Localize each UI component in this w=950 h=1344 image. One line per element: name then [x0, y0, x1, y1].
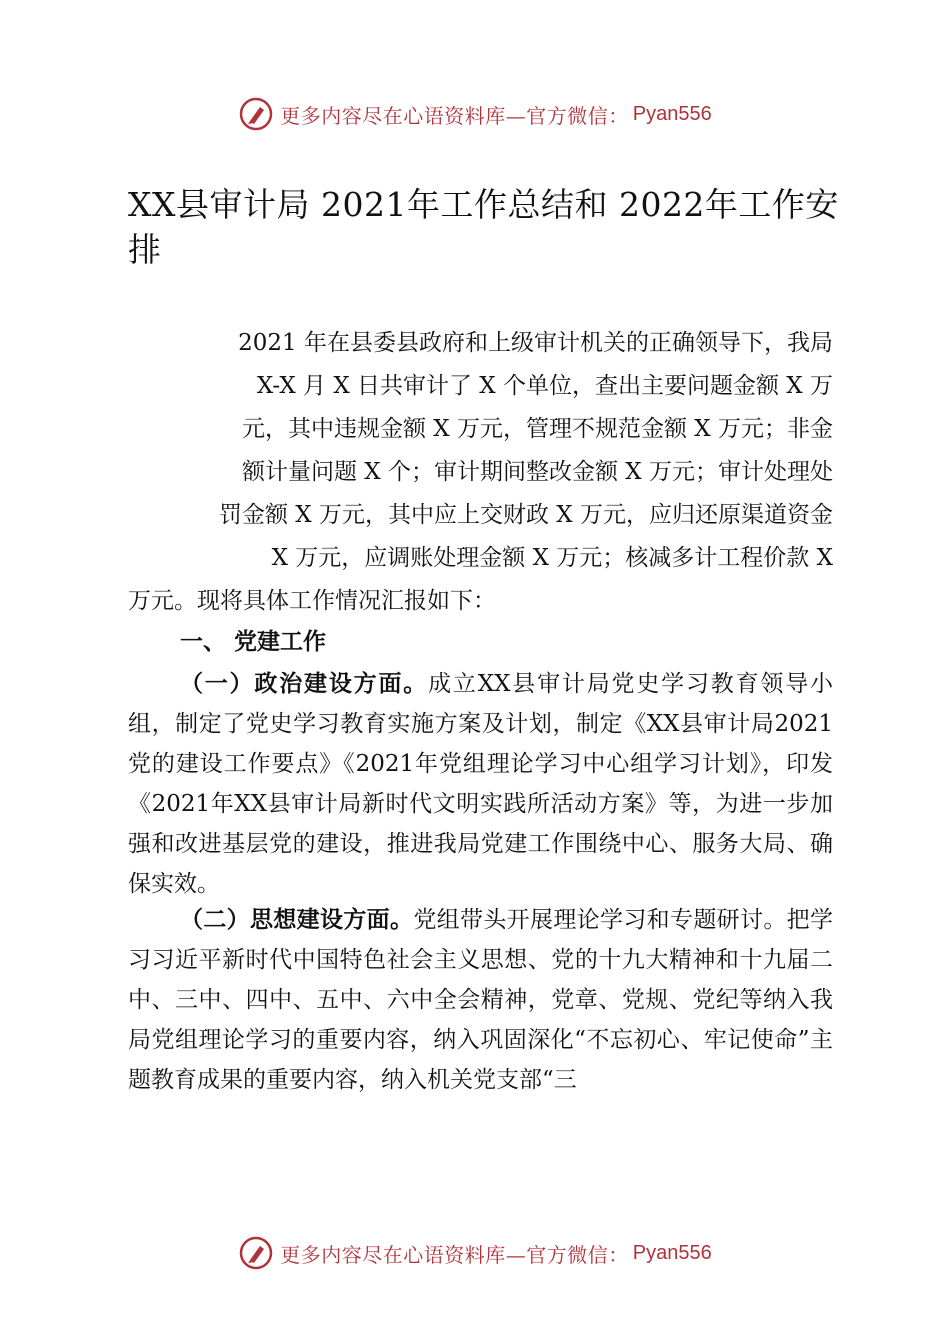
- paragraph-lead: （二）思想建设方面。: [180, 906, 414, 933]
- banner-wechat-id: Pyan556: [632, 102, 712, 125]
- intro-line: 2021 年在县委县政府和上级审计机关的正确领导下，我局: [238, 330, 833, 356]
- banner-wechat-id: Pyan556: [632, 1241, 712, 1264]
- intro-line: 额计量问题 X 个；审计期间整改金额 X 万元；审计处理处: [242, 459, 833, 485]
- intro-paragraph: [128, 322, 833, 623]
- intro-line: 罚金额 X 万元，其中应上交财政 X 万元，应归还原渠道资金: [219, 502, 833, 528]
- intro-line: 元，其中违规金额 X 万元，管理不规范金额 X 万元；非金: [242, 416, 833, 442]
- paragraph-ideological-construction: [128, 900, 833, 1100]
- footer-watermark-banner: [0, 1233, 950, 1273]
- pen-nib-seal-icon: [238, 96, 274, 132]
- banner-text: 更多内容尽在心语资料库—官方微信：: [280, 103, 629, 128]
- paragraph-political-construction: [128, 664, 833, 904]
- header-watermark-banner: [0, 94, 950, 134]
- section-heading-party-building: 一、 党建工作: [180, 629, 327, 655]
- intro-line: 万元。现将具体工作情况汇报如下：: [128, 588, 496, 614]
- paragraph-lead: （一）政治建设方面。: [180, 670, 429, 697]
- banner-text: 更多内容尽在心语资料库—官方微信：: [280, 1242, 629, 1267]
- paragraph-body: 成立XX县审计局党史学习教育领导小组，制定了党史学习教育实施方案及计划，制定《XX县审计局2021党的建设工作要点》《2021年党组理论学习中心组学习计划》，印发《2021年XX县审计局新时代文明实践所活动方案》等，为进一步加强和改进基层党的建设，推进我局党建工作围绕中心、服务大局、确保实效。: [128, 671, 834, 897]
- intro-line: X-X 月 X 日共审计了 X 个单位，查出主要问题金额 X 万: [256, 373, 833, 399]
- intro-line: X 万元，应调账处理金额 X 万元；核减多计工程价款 X: [271, 545, 833, 571]
- pen-nib-seal-icon: [238, 1235, 274, 1271]
- document-title: XX县审计局 2021年工作总结和 2022年工作安排: [128, 185, 839, 269]
- paragraph-body: 党组带头开展理论学习和专题研讨。把学习习近平新时代中国特色社会主义思想、党的十九大精神和十九届二中、三中、四中、五中、六中全会精神，党章、党规、党纪等纳入我局党组理论学习的重要内容，纳入巩固深化“不忘初心、牢记使命”主题教育成果的重要内容，纳入机关党支部“三: [128, 907, 834, 1093]
